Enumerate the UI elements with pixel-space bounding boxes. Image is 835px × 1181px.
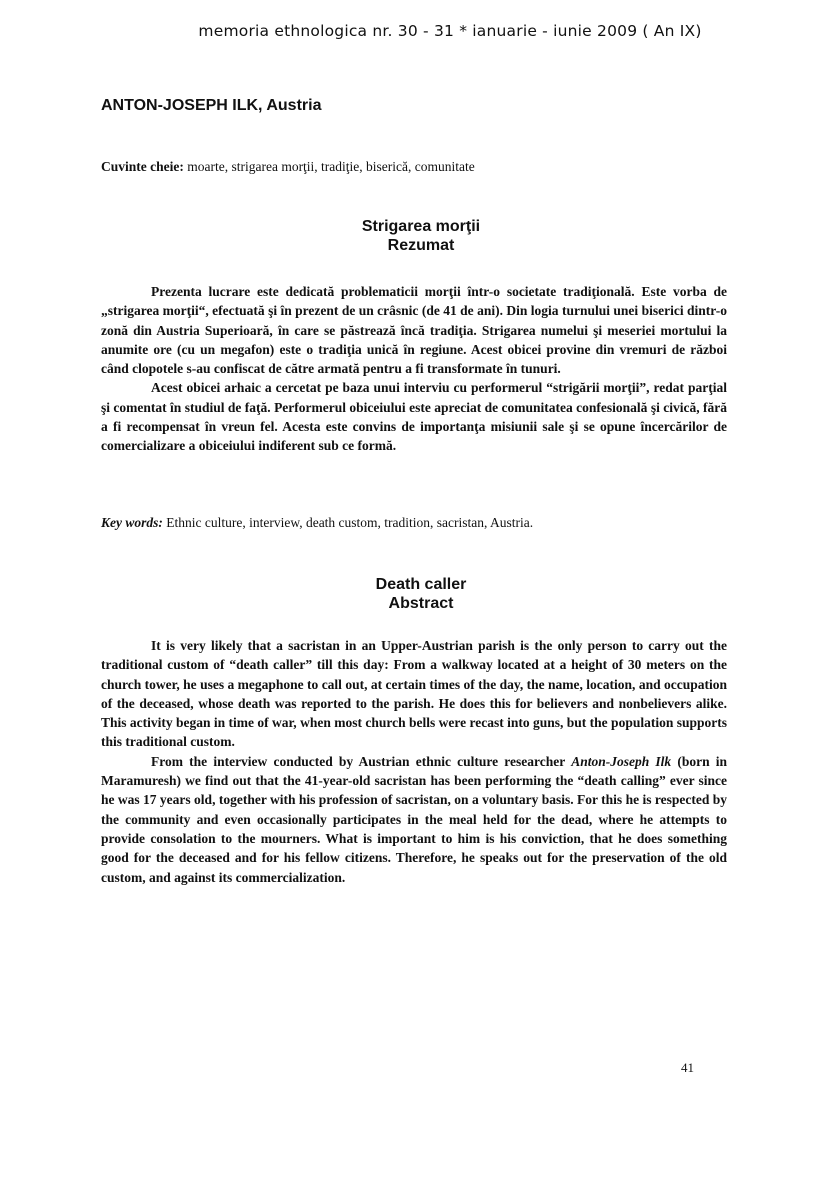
- romanian-title-block: [0, 217, 835, 255]
- keywords-label: Cuvinte cheie:: [101, 159, 184, 174]
- romanian-abstract: [101, 282, 727, 456]
- english-title: Death caller: [375, 576, 467, 593]
- abstract-paragraph: [101, 752, 727, 887]
- english-title-block: [0, 575, 835, 613]
- abstract-paragraph: Prezenta lucrare este dedicată problematicii morţii într-o societate tradiţională. Este vorba de „strigarea morţii“, efectuată şi în prezent de un crâsnic (de 41 de ani). Din logia turnului unei biserici dintr-o zonă din Austria Superioară, în care se păstrează încă tradiţia. Strigarea numelui şi meseriei mortului la anumite ore (cu un megafon) este o tradiţia unică în regiune. Acest obicei provine din vremuri de război când clopotele s-au confiscat de către armată pentru a fi transformate în tunuri.: [101, 284, 727, 377]
- romanian-subtitle: Rezumat: [387, 237, 455, 254]
- keywords-romanian: [101, 159, 727, 175]
- page-number: 41: [681, 1060, 694, 1075]
- english-subtitle: Abstract: [388, 595, 454, 612]
- running-header: memoria ethnologica nr. 30 - 31 * ianuarie - iunie 2009 ( An IX): [198, 22, 702, 40]
- keywords-text: moarte, strigarea morţii, tradiţie, biserică, comunitate: [183, 159, 475, 174]
- romanian-title: Strigarea morţii: [361, 218, 481, 235]
- keywords-text: Ethnic culture, interview, death custom, tradition, sacristan, Austria.: [162, 515, 534, 530]
- researcher-name: Anton-Joseph Ilk: [571, 753, 672, 769]
- abstract-paragraph: It is very likely that a sacristan in an Upper-Austrian parish is the only person to carry out the traditional custom of “death caller” till this day: From a walkway located at a height of 30 meters on the church tower, he uses a megaphone to call out, at certain times of the day, the name, location, and occupation of the deceased, whose death was reported to the parish. He does this for believers and nonbelievers alike. This activity began in time of war, when most church bells were recast into guns, but the population supports this traditional custom.: [101, 638, 727, 750]
- paragraph-text: (born in Maramuresh) we find out that the 41-year-old sacristan has been performing the “death calling” ever since he was 17 years old, together with his profession of sacristan, on a voluntary basis. For this he is respected by the community and even occasionally participates in the meal held for the dead, where he attempts to provide consolation to the mourners. What is important to him is his conviction, that he does something good for the deceased and for his fellow citizens. Therefore, he speaks out for the preservation of the old custom, and against its commercialization.: [101, 753, 727, 885]
- keywords-label: Key words:: [101, 515, 163, 530]
- paragraph-text: From the interview conducted by Austrian ethnic culture researcher: [151, 753, 572, 769]
- author-line: ANTON-JOSEPH ILK, Austria: [101, 97, 322, 114]
- abstract-paragraph: Acest obicei arhaic a cercetat pe baza unui interviu cu performerul “strigării morţii”, redat parţial şi comentat în studiul de faţă. Performerul obiceiului este apreciat de comunitatea confesională şi civică, fără a fi recompensat în vreun fel. Acesta este convins de importanţa misiunii sale şi se opune încercărilor de comercializare a obiceiului indiferent sub ce formă.: [101, 380, 727, 454]
- keywords-english: [101, 515, 727, 531]
- english-abstract: [101, 636, 727, 887]
